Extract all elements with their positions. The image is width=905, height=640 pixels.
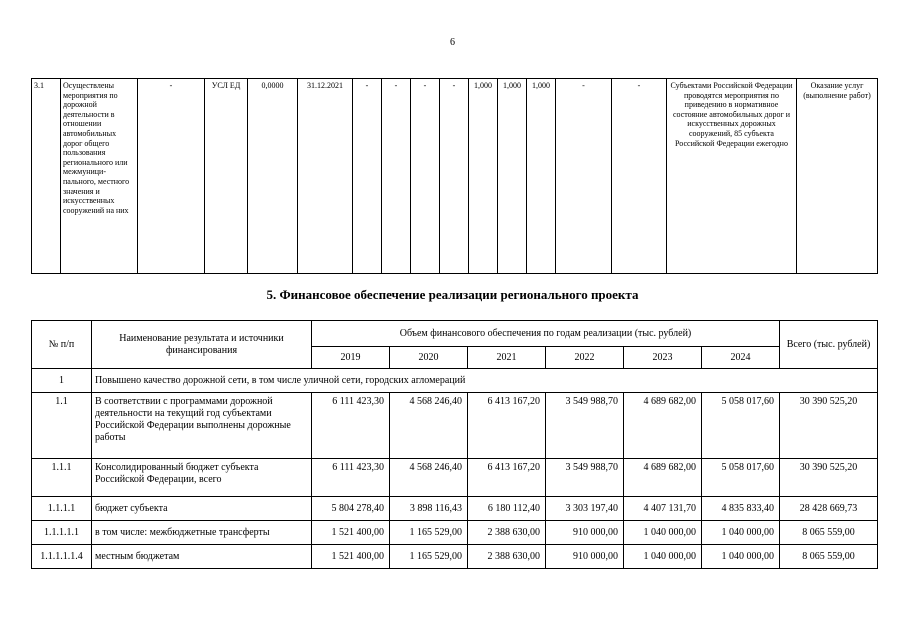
row-value: 4 689 682,00 [624, 393, 702, 459]
row-number: 1.1.1.1.1.4 [32, 545, 92, 569]
row-value: 6 413 167,20 [468, 393, 546, 459]
finance-table [31, 320, 878, 569]
row-value: 1 040 000,00 [624, 545, 702, 569]
header-year: 2022 [546, 347, 624, 369]
table-row [32, 393, 878, 459]
header-num: № п/п [32, 321, 92, 369]
row-name: В соответствии с программами дорожной деятельности на текущий год субъектами Российской Федерации выполнены дорожные работы [92, 393, 312, 459]
result-cell: - [440, 79, 469, 274]
row-name: местным бюджетам [92, 545, 312, 569]
section-title: 5. Финансовое обеспечение реализации регионального проекта [266, 287, 639, 302]
row-value: 6 111 423,30 [312, 393, 390, 459]
row-value: 1 040 000,00 [702, 521, 780, 545]
row-value: 4 568 246,40 [390, 459, 468, 497]
header-name: Наименование результата и источники финансирования [92, 321, 312, 369]
row-value: 5 058 017,60 [702, 393, 780, 459]
page-number: 6 [450, 37, 455, 48]
result-unit: УСЛ ЕД [205, 79, 248, 274]
row-total: 28 428 669,73 [780, 497, 878, 521]
result-description: Осуществлены мероприятия по дорожной деятельности в отношении автомобильных дорог общего пользования регионального или межмуници-пального, местного значения и искусственных сооружений на них [61, 79, 138, 274]
row-value: 1 165 529,00 [390, 521, 468, 545]
row-value: 3 549 988,70 [546, 459, 624, 497]
row-value: 4 835 833,40 [702, 497, 780, 521]
table-row [32, 459, 878, 497]
result-number: 3.1 [32, 79, 61, 274]
header-year: 2021 [468, 347, 546, 369]
results-table [31, 78, 878, 274]
result-date: 31.12.2021 [298, 79, 353, 274]
header-year: 2023 [624, 347, 702, 369]
row-value: 1 165 529,00 [390, 545, 468, 569]
header-volume: Объем финансового обеспечения по годам реализации (тыс. рублей) [312, 321, 780, 347]
result-cell: - [411, 79, 440, 274]
header-total: Всего (тыс. рублей) [780, 321, 878, 369]
row-number: 1.1.1 [32, 459, 92, 497]
row-value: 4 689 682,00 [624, 459, 702, 497]
row-number: 1.1.1.1.1 [32, 521, 92, 545]
table-row [32, 545, 878, 569]
row-name: бюджет субъекта [92, 497, 312, 521]
row-total: 30 390 525,20 [780, 459, 878, 497]
result-base-value: 0,0000 [248, 79, 298, 274]
row-value: 2 388 630,00 [468, 521, 546, 545]
section-row-text: Повышено качество дорожной сети, в том числе уличной сети, городских агломераций [92, 369, 878, 393]
row-value: 5 058 017,60 [702, 459, 780, 497]
row-name: Консолидированный бюджет субъекта Российской Федерации, всего [92, 459, 312, 497]
row-value: 4 568 246,40 [390, 393, 468, 459]
row-total: 8 065 559,00 [780, 545, 878, 569]
row-value: 1 040 000,00 [702, 545, 780, 569]
result-value: 1,000 [469, 79, 498, 274]
row-number: 1 [32, 369, 92, 393]
row-total: 30 390 525,20 [780, 393, 878, 459]
result-cell: - [138, 79, 205, 274]
header-year: 2019 [312, 347, 390, 369]
result-cell: - [353, 79, 382, 274]
row-value: 910 000,00 [546, 545, 624, 569]
row-total: 8 065 559,00 [780, 521, 878, 545]
result-cell: - [612, 79, 667, 274]
row-value: 4 407 131,70 [624, 497, 702, 521]
result-value: 1,000 [527, 79, 556, 274]
result-value: 1,000 [498, 79, 527, 274]
row-value: 910 000,00 [546, 521, 624, 545]
table-row [32, 497, 878, 521]
row-value: 6 111 423,30 [312, 459, 390, 497]
header-year: 2024 [702, 347, 780, 369]
header-row [32, 321, 878, 347]
row-value: 3 303 197,40 [546, 497, 624, 521]
result-cell: - [382, 79, 411, 274]
row-value: 1 521 400,00 [312, 521, 390, 545]
row-number: 1.1 [32, 393, 92, 459]
result-row [32, 79, 878, 274]
row-value: 3 549 988,70 [546, 393, 624, 459]
header-year: 2020 [390, 347, 468, 369]
row-value: 1 521 400,00 [312, 545, 390, 569]
table-row [32, 521, 878, 545]
result-note: Субъектами Российской Федерации проводятся мероприятия по приведению в нормативное состояние автомобильных дорог и искусственных дорожных сооружений, 85 субъекта Российской Федерации ежегодно [667, 79, 797, 274]
row-value: 1 040 000,00 [624, 521, 702, 545]
result-cell: - [556, 79, 612, 274]
section-row [32, 369, 878, 393]
row-value: 6 413 167,20 [468, 459, 546, 497]
row-value: 6 180 112,40 [468, 497, 546, 521]
row-number: 1.1.1.1 [32, 497, 92, 521]
row-name: в том числе: межбюджетные трансферты [92, 521, 312, 545]
row-value: 2 388 630,00 [468, 545, 546, 569]
result-type: Оказание услуг (выполнение работ) [797, 79, 878, 274]
row-value: 5 804 278,40 [312, 497, 390, 521]
row-value: 3 898 116,43 [390, 497, 468, 521]
